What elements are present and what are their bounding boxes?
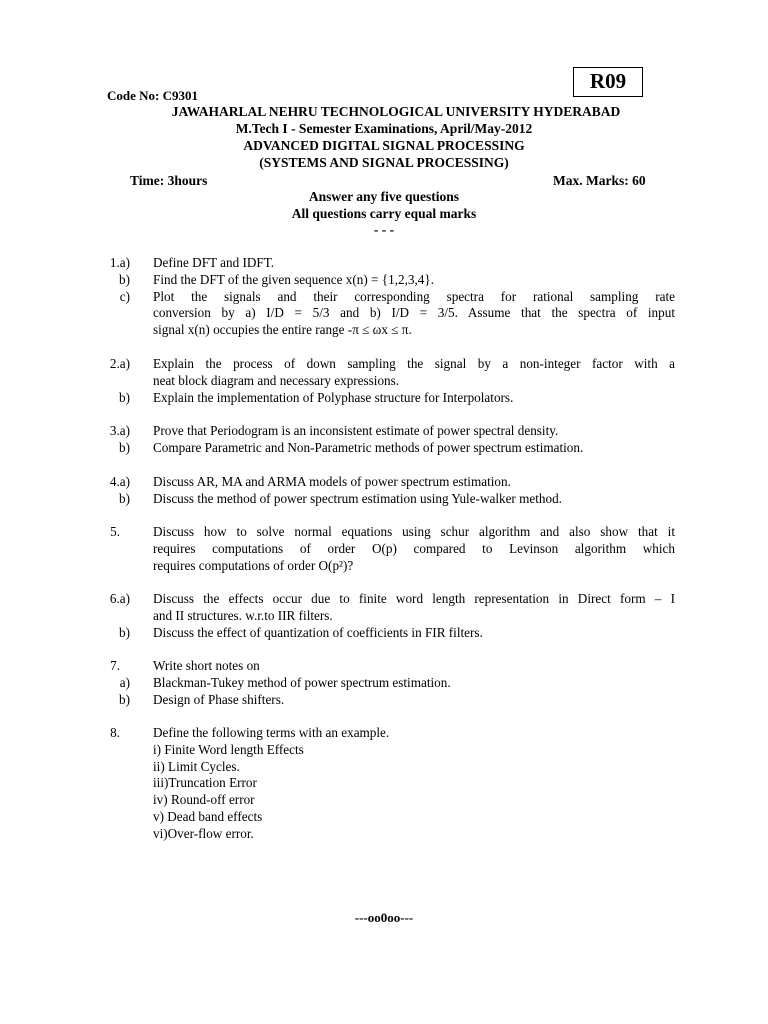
list-item: vi)Over-flow error. xyxy=(153,825,254,841)
question-text: Discuss the method of power spectrum estimation using Yule-walker method. xyxy=(153,490,562,506)
branch-title: (SYSTEMS AND SIGNAL PROCESSING) xyxy=(259,155,509,170)
question-text: Find the DFT of the given sequence x(n) = {1,2,3,4}. xyxy=(153,271,434,287)
question-label: b) xyxy=(119,389,130,405)
header-separator: - - - xyxy=(373,222,395,237)
question-label: 5. xyxy=(110,524,120,539)
question-text: requires computations of order O(p) compared to Levinson algorithm which xyxy=(153,540,675,556)
list-item: iv) Round-off error xyxy=(153,792,255,808)
question-text: Plot the signals and their corresponding spectra for rational sampling rate xyxy=(153,288,675,304)
question-text: signal x(n) occupies the entire range -π ≤ ωx ≤ π. xyxy=(153,322,412,338)
instruction-five-questions: Answer any five questions xyxy=(308,189,460,204)
question-7 xyxy=(0,658,768,708)
list-item: iii)Truncation Error xyxy=(153,775,257,791)
question-text: Define the following terms with an example. xyxy=(153,725,390,740)
code-number: Code No: C9301 xyxy=(107,88,198,103)
question-6 xyxy=(0,591,768,641)
regulation-badge: R09 xyxy=(573,67,643,97)
question-text: and II structures. w.r.to IIR filters. xyxy=(153,607,333,623)
question-text: Explain the process of down sampling the signal by a non-integer factor with a xyxy=(153,356,675,371)
question-text: neat block diagram and necessary expressions. xyxy=(153,372,400,388)
exam-title: M.Tech I - Semester Examinations, April/May-2012 xyxy=(235,121,533,136)
question-text: Prove that Periodogram is an inconsistent estimate of power spectral density. xyxy=(153,423,559,438)
question-label: b) xyxy=(119,271,130,287)
question-text: Design of Phase shifters. xyxy=(153,691,285,707)
question-4 xyxy=(0,474,768,508)
question-label: 1.a) xyxy=(109,255,130,270)
question-label: 4.a) xyxy=(109,474,130,489)
question-3 xyxy=(0,423,768,457)
question-text: Discuss how to solve normal equations using schur algorithm and also show that it xyxy=(153,524,675,539)
question-text: Discuss the effect of quantization of coefficients in FIR filters. xyxy=(153,624,483,640)
university-name: JAWAHARLAL NEHRU TECHNOLOGICAL UNIVERSITY HYDERABAD xyxy=(171,104,621,119)
subject-title: ADVANCED DIGITAL SIGNAL PROCESSING xyxy=(243,138,525,153)
question-text: requires computations of order O(p²)? xyxy=(153,557,354,573)
question-text: Define DFT and IDFT. xyxy=(153,255,275,270)
question-label: b) xyxy=(119,439,130,455)
instruction-equal-marks: All questions carry equal marks xyxy=(291,206,477,221)
max-marks: Max. Marks: 60 xyxy=(553,173,646,188)
question-1 xyxy=(0,255,768,339)
question-2 xyxy=(0,356,768,406)
question-label: b) xyxy=(119,691,130,707)
question-text: Discuss the effects occur due to finite word length representation in Direct form – I xyxy=(153,591,675,606)
question-text: conversion by a) I/D = 5/3 and b) I/D = 3/5. Assume that the spectra of input xyxy=(153,305,675,321)
question-text: Explain the implementation of Polyphase structure for Interpolators. xyxy=(153,389,514,405)
question-label: 2.a) xyxy=(109,356,130,371)
question-text: Write short notes on xyxy=(153,658,260,673)
question-text: Compare Parametric and Non-Parametric methods of power spectrum estimation. xyxy=(153,439,584,455)
list-item: ii) Limit Cycles. xyxy=(153,758,240,774)
list-item: v) Dead band effects xyxy=(153,808,263,824)
end-marker: ---oo0oo--- xyxy=(354,910,414,925)
question-label: a) xyxy=(119,674,130,690)
list-item: i) Finite Word length Effects xyxy=(153,741,304,757)
question-label: b) xyxy=(119,624,130,640)
question-text: Discuss AR, MA and ARMA models of power spectrum estimation. xyxy=(153,474,511,489)
question-label: b) xyxy=(119,490,130,506)
question-label: 8. xyxy=(110,725,120,740)
question-text: Blackman-Tukey method of power spectrum estimation. xyxy=(153,674,451,690)
question-label: 6.a) xyxy=(109,591,130,606)
question-5 xyxy=(0,524,768,574)
exam-time: Time: 3hours xyxy=(130,173,208,188)
question-8 xyxy=(0,725,768,843)
question-label: c) xyxy=(119,288,130,304)
question-label: 7. xyxy=(110,658,120,673)
question-label: 3.a) xyxy=(109,423,130,438)
